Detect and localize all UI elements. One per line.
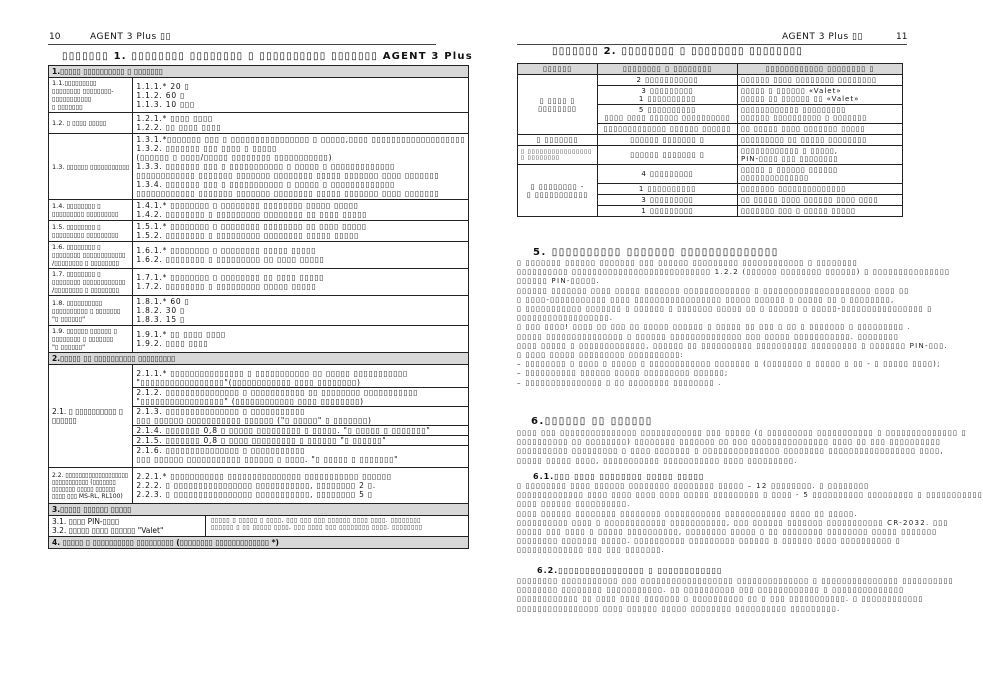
- setting-option: ▯▯▯▯▯▯▯▯▯▯▯▯ ▯▯▯▯▯▯▯ ▯▯▯▯▯▯▯ ▯▯▯▯▯▯▯▯ ▯▯▯▯▯ ▯▯▯▯▯▯▯ ▯▯▯▯ ▯▯▯▯▯▯▯: [136, 171, 440, 180]
- section3-note-line: ▯▯▯▯▯▯ ▯ ▯▯ ▯▯▯▯▯ ▯▯▯▯, ▯▯▯ ▯▯▯▯ ▯▯▯ ▯▯▯▯▯▯▯▯ ▯▯▯▯. ▯▯▯▯▯▯▯▯: [211, 524, 423, 531]
- setting-option: 1.9.2. ▯▯▯▯ ▯▯▯▯: [136, 339, 209, 348]
- control-action: 1 ▯▯▯▯▯▯▯▯▯: [598, 206, 738, 217]
- section3-note-line: ▯▯▯▯▯ ▯ ▯▯▯▯▯ ▯ ▯▯▯▯, ▯▯▯ ▯▯▯ ▯▯▯ ▯▯▯▯▯▯ ▯▯▯▯ ▯▯▯▯. ▯▯▯▯▯▯▯▯: [211, 517, 421, 524]
- setting-option: 1.6.2. ▯▯▯▯▯▯▯▯ ▯ ▯▯▯▯▯▯▯▯▯ ▯▯ ▯▯▯▯ ▯▯▯▯▯: [136, 255, 325, 264]
- result-line: ▯▯▯▯▯▯▯▯▯▯▯▯ ▯▯▯▯▯▯▯▯▯: [741, 106, 847, 114]
- control-result: [738, 75, 903, 86]
- setting-option: 1.2.1.* ▯▯▯▯ ▯▯▯▯: [136, 114, 213, 123]
- setting-option: 2.2.3. ▯ ▯▯▯▯▯▯▯▯▯▯▯▯▯▯▯▯ ▯▯▯▯▯▯▯▯▯▯▯, ▯▯▯▯▯▯▯▯ 5 ▯: [136, 490, 373, 499]
- setting-label-line: /▯▯▯▯▯▯▯▯ ▯ ▯▯▯▯▯▯▯▯: [52, 286, 120, 294]
- settings-row: [49, 242, 469, 269]
- control-result: [738, 105, 903, 124]
- right-page-number: 11: [896, 32, 908, 42]
- setting-option: ▯▯▯▯▯▯▯▯▯▯▯▯ ▯▯▯▯▯▯▯ ▯▯▯▯▯▯▯ ▯▯▯▯▯▯▯▯ ▯▯▯▯▯ ▯▯▯▯▯▯▯ ▯▯▯▯ ▯▯▯▯▯▯▯: [136, 189, 440, 198]
- group2-label: [518, 165, 598, 217]
- pin-code-label: 3.1. ▯▯▯▯ PIN-▯▯▯▯: [52, 517, 120, 526]
- setting-label: [49, 134, 133, 200]
- control-result: ▯▯ ▯▯▯▯▯ ▯▯▯▯ ▯▯▯▯▯▯ ▯▯▯▯ ▯▯▯▯: [738, 195, 903, 206]
- subsection-6-1-body: [517, 482, 983, 556]
- text-line: ▯▯▯▯ ▯▯▯ ▯▯▯▯▯▯▯▯▯▯▯▯▯▯▯ ▯▯▯▯▯▯▯▯▯▯▯▯ ▯▯▯ ▯▯▯▯▯ (▯ ▯▯▯▯▯▯▯▯▯ ▯▯▯▯▯▯▯▯▯▯▯ ▯ ▯▯▯▯▯▯▯▯▯▯▯▯▯▯ ▯: [517, 429, 967, 437]
- setting-option: 1.3.4. ▯▯▯▯▯▯▯ ▯▯▯ ▯ ▯▯▯▯▯▯▯▯▯▯▯ ▯ ▯▯▯▯▯ ▯ ▯▯▯▯▯▯▯▯▯▯▯▯▯: [136, 180, 396, 189]
- setting-label-line: ▯▯▯▯▯▯▯▯▯▯ ▯ ▯▯▯▯▯▯▯: [52, 306, 121, 315]
- section5-title: 5. ▯▯▯▯▯▯▯▯▯▯ ▯▯▯▯▯▯▯ ▯▯▯▯▯▯▯▯▯▯▯▯▯▯: [533, 247, 779, 258]
- setting-label: [49, 78, 133, 113]
- section5-body: [517, 259, 951, 388]
- settings-row: [49, 113, 469, 134]
- setting-label-line: 2.2. ▯▯▯▯▯▯▯▯▯▯▯▯▯▯▯▯▯▯▯: [52, 471, 129, 479]
- setting-option: 1.7.2. ▯▯▯▯▯▯▯▯ ▯ ▯▯▯▯▯▯▯▯▯ ▯▯▯▯▯ ▯▯▯▯▯: [136, 282, 317, 291]
- setting-option: 1.4.2. ▯▯▯▯▯▯▯▯ ▯ ▯▯▯▯▯▯▯▯▯ ▯▯▯▯▯▯▯▯ ▯▯ ▯▯▯▯ ▯▯▯▯▯: [136, 210, 368, 219]
- valet-label: 3.2. ▯▯▯▯▯ ▯▯▯▯ ▯▯▯▯▯▯ "Valet": [52, 526, 164, 535]
- setting-label-line: "▯ ▯▯▯▯▯▯": [52, 343, 86, 351]
- setting-option: 1.3.1.*▯▯▯▯▯▯▯ ▯▯▯ ▯ ▯▯▯▯▯▯▯▯▯▯▯▯▯▯▯▯ ▯ ▯▯▯▯▯,▯▯▯▯ ▯▯▯▯▯▯▯▯▯▯▯▯▯▯▯▯▯▯▯: [136, 135, 466, 144]
- result-line: ▯▯▯▯▯▯ ▯▯▯▯▯▯▯▯▯▯ ▯ ▯▯▯▯▯▯▯: [741, 114, 868, 122]
- action-line: 5 ▯▯▯▯▯▯▯▯▯▯: [638, 106, 697, 114]
- setting-option: ▯▯▯ ▯▯▯▯▯▯ ▯▯▯▯▯▯▯▯▯▯▯ ▯▯▯▯▯▯ ("▯ ▯▯▯▯▯" ▯ ▯▯▯▯▯▯▯): [136, 415, 372, 425]
- row-single2-action: ▯▯▯▯▯▯ ▯▯▯▯▯▯▯ ▯: [598, 146, 738, 165]
- table2-title: ▯▯▯▯▯▯▯ 2. ▯▯▯▯▯▯▯▯ ▯ ▯▯▯▯▯▯▯▯ ▯▯▯▯▯▯▯▯: [552, 46, 804, 57]
- text-line: – ▯▯▯▯▯▯▯▯ ▯ ▯▯▯▯ ▯ ▯▯▯▯▯ ▯ ▯▯▯▯▯▯▯▯▯▯▯▯ ▯▯▯▯▯▯▯ ▯ (▯▯▯▯▯▯▯ ▯ ▯▯▯▯▯ ▯ ▯▯ - ▯ ▯▯▯▯▯ ▯▯▯▯);: [517, 360, 941, 369]
- section2-header: 2.▯▯▯▯▯ ▯▯ ▯▯▯▯▯▯▯▯▯▯ ▯▯▯▯▯▯▯▯▯: [49, 353, 469, 365]
- setting-option: 1.4.1.* ▯▯▯▯▯▯▯▯ ▯ ▯▯▯▯▯▯▯▯ ▯▯▯▯▯▯▯▯ ▯▯▯▯▯ ▯▯▯▯▯: [136, 201, 359, 210]
- setting-option: 1.8.2. 30 ▯: [136, 306, 186, 315]
- setting-values: [133, 296, 469, 326]
- setting-label-line: 1.7. ▯▯▯▯▯▯▯▯ ▯: [52, 270, 101, 278]
- setting-label-line: ▯ ▯▯▯▯▯▯▯: [52, 103, 83, 111]
- setting-label-line: ▯▯▯▯ ▯▯▯ MS-RL, RL100): [52, 492, 123, 500]
- setting-values: [133, 269, 469, 296]
- control-action: [598, 124, 738, 135]
- col-header-result: ▯▯▯▯▯▯▯▯▯▯▯▯ ▯▯▯▯▯▯▯▯ ▯: [738, 64, 903, 75]
- setting-option: 2.2.1.* ▯▯▯▯▯▯▯▯▯▯▯ ▯▯▯▯▯▯▯▯▯▯▯▯▯▯▯ ▯▯▯▯▯▯▯▯▯▯▯ ▯▯▯▯▯▯: [136, 472, 392, 481]
- setting-label-line: 1.3. ▯▯▯▯▯▯ ▯▯▯▯▯▯▯▯▯▯▯: [52, 162, 130, 171]
- setting-option: (▯▯▯▯▯▯ ▯ ▯▯▯▯/▯▯▯▯▯ ▯▯▯▯▯▯▯▯ ▯▯▯▯▯▯▯▯▯▯▯): [136, 153, 333, 162]
- setting-option: 2.1.1.* ▯▯▯▯▯▯▯▯▯▯▯▯▯▯▯ ▯ ▯▯▯▯▯▯▯▯▯▯▯ ▯▯ ▯▯▯▯▯ ▯▯▯▯▯▯▯▯▯▯▯: [136, 368, 408, 378]
- setting-option: "▯▯▯▯▯▯▯▯▯▯▯▯▯▯▯▯▯"(▯▯▯▯▯▯▯▯▯▯▯▯ ▯▯▯▯ ▯▯▯▯▯▯▯▯): [136, 377, 361, 387]
- setting-label: [49, 326, 133, 353]
- text-line: ▯▯▯▯▯▯▯▯▯▯▯▯▯ ▯▯▯▯ ▯▯▯▯ ▯▯▯▯ ▯▯▯▯ ▯▯▯▯▯ ▯▯▯▯▯▯▯▯▯ ▯ ▯▯▯▯ - 5 ▯▯▯▯▯▯▯▯▯▯ ▯▯▯▯▯▯▯▯▯ ▯ ▯▯▯▯▯▯▯▯▯▯▯: [517, 491, 983, 500]
- setting-option: 1.2.2. ▯▯ ▯▯▯▯ ▯▯▯▯: [136, 123, 222, 132]
- setting-option: 2.1.2. ▯▯▯▯▯▯▯▯▯▯▯▯▯▯▯ ▯ ▯▯▯▯▯▯▯▯▯▯▯ ▯▯ ▯▯▯▯▯▯▯▯ ▯▯▯▯▯▯▯▯▯▯▯: [133, 387, 468, 397]
- setting-label: [49, 221, 133, 242]
- col-header-mode: ▯▯▯▯▯▯: [518, 64, 598, 75]
- text-line: ▯▯▯▯▯▯▯▯▯▯▯▯▯▯▯▯▯▯.: [517, 314, 614, 323]
- row-single1-result: ▯▯▯▯▯▯▯▯▯ ▯▯ ▯▯▯▯▯ ▯▯▯▯▯▯▯▯: [738, 135, 903, 146]
- setting-label: [49, 242, 133, 269]
- setting-option: "▯▯▯▯▯▯▯▯▯▯▯▯▯▯▯▯▯" (▯▯▯▯▯▯▯▯▯▯▯▯ ▯▯▯▯ ▯▯▯▯▯▯▯▯): [136, 396, 364, 406]
- setting-option: 1.6.1.* ▯▯▯▯▯▯▯▯ ▯ ▯▯▯▯▯▯▯▯ ▯▯▯▯▯ ▯▯▯▯▯: [136, 246, 317, 255]
- text-line: ▯▯▯▯▯▯▯▯▯▯ ▯▯▯▯▯▯▯▯▯ ▯ ▯▯▯▯ ▯▯▯▯▯▯▯ ▯ ▯▯▯▯▯▯▯▯▯▯▯▯▯▯▯ ▯▯▯▯▯▯▯▯ ▯▯▯▯▯▯▯▯▯▯▯▯▯▯▯▯▯ ▯▯▯▯,: [517, 447, 944, 456]
- result-line: ▯▯ ▯▯▯▯▯ ▯▯▯▯ ▯▯▯▯▯▯▯ ▯▯▯▯▯: [741, 125, 866, 133]
- action-line: 1 ▯▯▯▯▯▯▯▯▯▯: [638, 95, 697, 103]
- setting-label: [49, 113, 133, 134]
- text-line: ▯▯▯▯▯ ▯▯▯ ▯▯▯▯ ▯ ▯▯▯▯▯ ▯▯▯▯▯▯▯▯▯▯, ▯▯▯▯▯▯▯▯ ▯▯▯▯▯ ▯ ▯▯ ▯▯▯▯▯▯▯▯ ▯▯▯▯▯▯▯▯ ▯▯▯▯▯ ▯▯▯▯▯▯▯: [517, 528, 938, 537]
- settings-row: [49, 200, 469, 221]
- setting-label: [49, 200, 133, 221]
- section1-header: 1.▯▯▯▯▯ ▯▯▯▯▯▯▯▯▯▯ ▯ ▯▯▯▯▯▯▯: [49, 66, 469, 78]
- settings-row: [49, 134, 469, 200]
- setting-label-line: ▯▯▯▯▯▯▯▯▯ ▯▯▯▯▯▯▯▯▯: [52, 210, 119, 218]
- text-line: ▯▯▯▯▯▯▯▯▯▯ ▯▯ ▯▯▯▯▯▯▯▯) ▯▯▯▯▯▯▯▯ ▯▯▯▯▯▯▯ ▯▯ ▯▯▯ ▯▯▯▯▯▯▯▯▯▯▯▯▯▯▯ ▯▯▯▯ ▯▯ ▯▯▯ ▯▯▯▯▯▯▯▯▯▯: [517, 438, 942, 447]
- setting-values: [133, 242, 469, 269]
- setting-option: 1.8.3. 15 ▯: [136, 315, 186, 324]
- setting-option: 1.1.1.* 20 ▯: [136, 81, 190, 91]
- setting-option: 1.8.1.* 60 ▯: [136, 297, 190, 306]
- settings-row: [49, 269, 469, 296]
- control-result: ▯▯▯▯▯▯▯ ▯▯▯ ▯ ▯▯▯▯▯ ▯▯▯▯▯: [738, 206, 903, 217]
- setting-values: [133, 134, 469, 200]
- control-action: 3 ▯▯▯▯▯▯▯▯▯: [598, 195, 738, 206]
- setting-label-line: "▯ ▯▯▯▯▯▯": [52, 314, 86, 323]
- setting-option: 2.1.4. ▯▯▯▯▯▯▯ 0,8 ▯ ▯▯▯▯▯ ▯▯▯▯▯▯▯▯▯ ▯ ▯▯▯▯▯. "▯ ▯▯▯▯▯ ▯ ▯▯▯▯▯▯▯": [133, 425, 468, 435]
- setting-values: [133, 326, 469, 353]
- setting-option: 2.1.5. ▯▯▯▯▯▯▯ 0,8 ▯ ▯▯▯▯ ▯▯▯▯▯▯▯▯▯ ▯ ▯▯▯▯▯▯ "▯ ▯▯▯▯▯▯": [133, 435, 468, 445]
- control-table: [517, 63, 903, 217]
- text-line: ▯▯▯▯▯ ▯▯▯▯▯▯▯▯▯▯▯▯▯▯▯ ▯ ▯▯▯▯▯▯ ▯▯▯▯▯▯▯▯▯▯▯▯▯▯ ▯▯▯ ▯▯▯▯▯ ▯▯▯▯▯▯▯▯▯▯▯. ▯▯▯▯▯▯▯▯: [517, 332, 900, 341]
- control-result: ▯▯▯▯▯ ▯ ▯▯▯▯▯▯ ▯▯▯▯▯▯ ▯▯▯▯▯▯▯▯▯▯▯▯▯▯: [738, 165, 903, 184]
- group2-label-line: ▯ ▯▯▯▯▯▯▯▯▯▯▯: [526, 190, 589, 199]
- setting-label: [49, 269, 133, 296]
- group1-label: ▯ ▯▯▯▯ ▯ ▯▯▯▯▯▯▯▯: [518, 75, 598, 135]
- section4-header: 4. ▯▯▯▯▯ ▯ ▯▯▯▯▯▯▯▯▯▯ ▯▯▯▯▯▯▯▯▯ (▯▯▯▯▯▯▯▯ ▯▯▯▯▯▯▯▯▯▯▯▯▯ *): [49, 537, 469, 549]
- control-result: [738, 124, 903, 135]
- text-line: – ▯▯▯▯▯▯▯▯▯▯▯▯▯▯▯ ▯ ▯▯ ▯▯▯▯▯▯▯▯ ▯▯▯▯▯▯▯▯ .: [517, 378, 722, 387]
- text-line: ▯▯▯▯ ▯▯▯▯▯▯ ▯▯▯▯▯▯▯▯ ▯▯▯▯▯▯▯▯ ▯▯▯▯▯▯▯▯▯▯▯ ▯▯▯▯▯▯▯▯▯▯▯▯ ▯▯▯▯ ▯▯ ▯▯▯▯▯.: [517, 509, 858, 518]
- setting-option: 1.7.1.* ▯▯▯▯▯▯▯▯ ▯ ▯▯▯▯▯▯▯▯ ▯▯ ▯▯▯▯ ▯▯▯▯▯: [136, 273, 325, 282]
- setting-option: 1.1.3. 10 ▯▯▯: [136, 99, 195, 109]
- row-single2-label: ▯ ▯▯▯▯▯▯▯▯▯▯▯▯▯▯▯▯ ▯ ▯▯▯▯▯▯▯▯: [518, 146, 598, 165]
- text-line: ▯▯▯▯▯▯▯▯ ▯▯▯▯▯▯▯▯ ▯▯▯▯▯▯▯▯▯▯▯. ▯▯ ▯▯▯▯▯▯▯▯▯▯ ▯▯▯ ▯▯▯▯▯▯▯▯▯▯▯▯ ▯ ▯▯▯▯▯▯▯▯▯▯▯▯▯▯: [517, 586, 905, 595]
- section6-body: [517, 429, 967, 466]
- text-line: ▯▯▯▯▯▯▯▯▯▯▯▯ ▯▯ ▯▯▯▯ ▯▯▯▯ ▯▯▯▯▯▯▯ ▯ ▯▯▯▯▯▯▯▯▯▯ ▯▯ ▯ ▯▯▯ ▯▯▯▯▯▯▯▯▯▯▯. ▯ ▯▯▯▯▯▯▯▯▯▯▯▯: [517, 595, 924, 604]
- setting-values: [133, 200, 469, 221]
- control-result: [738, 86, 903, 105]
- row-2-2-values: [133, 468, 469, 504]
- settings-row: [49, 326, 469, 353]
- text-line: ▯▯▯▯▯▯▯▯ ▯▯▯▯▯▯▯▯▯▯▯ ▯▯▯ ▯▯▯▯▯▯▯▯▯▯▯▯▯▯▯▯▯▯ ▯▯▯▯▯▯▯▯▯▯▯▯▯▯ ▯ ▯▯▯▯▯▯▯▯▯▯▯▯▯▯▯ ▯▯▯▯▯▯▯▯▯▯: [517, 577, 954, 585]
- control-action: [598, 75, 738, 86]
- text-line: ▯ ▯▯▯ ▯▯▯▯! ▯▯▯▯ ▯▯ ▯▯▯ ▯▯ ▯▯▯▯▯ ▯▯▯▯▯▯ ▯ ▯▯▯▯▯ ▯▯ ▯▯▯ ▯ ▯▯ ▯ ▯▯▯▯▯▯▯ ▯ ▯▯▯▯▯▯▯▯▯ .: [517, 323, 912, 332]
- setting-label-line: 1.2. ▯ ▯▯▯▯ ▯▯▯▯▯: [52, 119, 107, 127]
- setting-label-line: 1.9. ▯▯▯▯▯▯ ▯▯▯▯▯▯ ▯: [52, 327, 118, 335]
- row-2-1-label: 2.1. ▯ ▯▯▯▯▯▯▯▯▯▯ ▯ ▯▯▯▯▯▯: [49, 365, 133, 468]
- setting-values: [133, 221, 469, 242]
- settings-row: [49, 296, 469, 326]
- setting-label-line: 1.5. ▯▯▯▯▯▯▯▯ ▯: [52, 223, 101, 231]
- table1-title: ▯▯▯▯▯▯▯ 1. ▯▯▯▯▯▯▯▯ ▯▯▯▯▯▯▯▯ ▯ ▯▯▯▯▯▯▯▯▯▯ ▯▯▯▯▯▯▯ AGENT 3 Plus: [62, 51, 473, 62]
- control-action: [598, 105, 738, 124]
- setting-label-line: ▯▯▯▯▯▯▯▯▯▯▯ (▯▯▯▯▯▯▯: [52, 478, 116, 486]
- col-header-action: ▯▯▯▯▯▯▯▯ ▯ ▯▯▯▯▯▯▯▯: [598, 64, 738, 75]
- result-line: ▯▯▯▯▯ ▯ ▯▯▯▯▯▯ «Valet»: [741, 87, 842, 95]
- setting-option: 1.9.1.* ▯▯ ▯▯▯▯ ▯▯▯▯: [136, 330, 226, 339]
- row-2-1-values: [133, 365, 469, 468]
- text-line: ▯▯▯▯▯▯▯▯▯▯ ▯▯▯▯▯▯▯▯▯▯▯▯▯▯▯▯▯▯▯▯▯▯▯▯▯▯▯ 1.2.2 (▯▯▯▯▯▯ ▯▯▯▯▯▯▯▯ ▯▯▯▯▯▯) ▯ ▯▯▯▯▯▯▯▯▯▯▯▯▯▯▯: [517, 268, 951, 277]
- settings-row: [49, 221, 469, 242]
- section6-title: 6.▯▯▯▯▯▯ ▯▯ ▯▯▯▯▯▯: [531, 416, 653, 427]
- setting-option: 2.2.2. ▯ ▯▯▯▯▯▯▯▯▯▯▯▯▯▯▯▯ ▯▯▯▯▯▯▯▯▯▯▯, ▯▯▯▯▯▯▯▯ 2 ▯.: [136, 481, 376, 490]
- setting-label-line: 1.8. ▯▯▯▯▯▯▯▯▯▯: [52, 298, 103, 307]
- group2-label-line: ▯ ▯▯▯▯▯▯▯▯ -: [530, 182, 585, 191]
- settings-table: [48, 65, 469, 549]
- text-line: ▯▯▯▯▯▯ ▯▯▯▯▯▯▯ ▯▯▯▯ ▯▯▯▯▯ ▯▯▯▯▯▯▯ ▯▯▯▯▯▯▯▯▯▯▯▯▯ ▯ ▯▯▯▯▯▯▯▯▯▯▯▯▯▯▯▯▯▯▯▯▯ ▯▯▯▯ ▯▯: [517, 286, 910, 295]
- row-single1-action: ▯▯▯▯▯▯ ▯▯▯▯▯▯▯ ▯: [598, 135, 738, 146]
- left-running-header: AGENT 3 Plus ▯▯: [90, 32, 171, 42]
- row-2-2-label: [49, 468, 133, 504]
- row-single2-result: [738, 146, 903, 165]
- setting-label-line: 1.1.▯▯▯▯▯▯▯▯▯: [52, 79, 97, 87]
- setting-label-line: ▯▯▯▯▯▯▯▯ ▯▯▯▯▯▯▯▯▯▯▯▯: [52, 278, 126, 286]
- text-line: – ▯▯▯▯▯▯▯▯▯▯ ▯▯▯▯▯▯ ▯▯▯▯▯ ▯▯▯▯▯▯▯▯▯ ▯▯▯▯▯▯;: [517, 369, 729, 378]
- control-action: 1 ▯▯▯▯▯▯▯▯▯▯: [598, 184, 738, 195]
- text-line: ▯▯▯▯▯▯▯▯▯▯▯▯▯▯▯▯ ▯▯▯▯ ▯▯▯▯▯▯ ▯▯▯▯▯ ▯▯▯▯▯▯▯▯ ▯▯▯▯▯▯▯▯▯▯ ▯▯▯▯▯▯▯▯▯.: [517, 604, 841, 613]
- setting-label-line: ▯▯▯▯▯▯▯ ▯▯▯▯▯ ▯▯▯▯▯▯: [52, 485, 116, 493]
- text-line: ▯ ▯▯▯▯▯▯▯▯ ▯▯▯▯ ▯▯▯▯▯▯ ▯▯▯▯▯▯▯▯ ▯▯▯▯▯▯▯▯ ▯▯▯▯▯ – 12 ▯▯▯▯▯▯▯▯. ▯ ▯▯▯▯▯▯▯▯: [517, 482, 870, 490]
- left-page-number: 10: [49, 32, 61, 42]
- action-line: ▯▯▯▯▯▯▯▯▯▯▯▯▯ ▯▯▯▯▯▯ ▯▯▯▯▯▯: [603, 125, 732, 133]
- setting-values: [133, 113, 469, 134]
- text-line: ▯ ▯▯▯▯-▯▯▯▯▯▯▯▯▯▯▯ ▯▯▯▯ ▯▯▯▯▯▯▯▯▯▯▯▯▯▯▯▯▯ ▯▯▯▯▯ ▯▯▯▯▯▯ ▯ ▯▯▯▯▯ ▯▯ ▯ ▯▯▯▯▯▯▯▯,: [517, 295, 895, 304]
- control-action: 4 ▯▯▯▯▯▯▯▯▯: [598, 165, 738, 184]
- setting-label-line: ▯▯▯▯▯▯▯▯ ▯ ▯▯▯▯▯▯▯: [52, 335, 114, 343]
- setting-option: 1.3.2. ▯▯▯▯▯▯▯ ▯▯▯ ▯▯▯▯ ▯ ▯▯▯▯▯: [136, 144, 278, 153]
- setting-label-line: 1.4. ▯▯▯▯▯▯▯▯ ▯: [52, 202, 101, 210]
- control-action: [598, 86, 738, 105]
- setting-label-line: ▯▯▯▯▯▯▯▯▯ ▯▯▯▯▯▯▯▯▯: [52, 231, 119, 239]
- action-line: 2 ▯▯▯▯▯▯▯▯▯▯▯: [636, 76, 699, 84]
- result-line: ▯▯▯▯▯▯ ▯▯▯▯ ▯▯▯▯▯▯▯▯ ▯▯▯▯▯▯▯▯: [741, 76, 877, 84]
- text-line: ▯▯▯▯▯ ▯▯▯▯▯ ▯▯▯▯, ▯▯▯▯▯▯▯▯▯▯▯ ▯▯▯▯▯▯▯▯▯▯▯ ▯▯▯▯ ▯▯▯▯▯▯▯▯▯.: [517, 456, 798, 465]
- action-line: 3 ▯▯▯▯▯▯▯▯▯: [641, 87, 694, 95]
- right-header-rule: [517, 44, 907, 45]
- setting-option: 1.5.1.* ▯▯▯▯▯▯▯▯ ▯ ▯▯▯▯▯▯▯▯ ▯▯▯▯▯▯▯▯ ▯▯ ▯▯▯▯ ▯▯▯▯▯: [136, 222, 367, 231]
- setting-option: ▯▯▯ ▯▯▯▯▯▯ ▯▯▯▯▯▯▯▯▯▯▯ ▯▯▯▯▯▯ ▯ ▯▯▯▯. "▯ ▯▯▯▯▯ ▯ ▯▯▯▯▯▯▯": [136, 454, 399, 464]
- text-line: ▯▯▯▯ ▯▯▯▯▯ ▯ ▯▯▯▯▯▯▯▯▯▯▯▯▯, ▯▯▯▯▯▯ ▯▯ ▯▯▯▯▯▯▯▯▯▯ ▯▯▯▯▯▯▯▯▯▯ ▯▯▯▯▯▯▯▯▯ ▯ ▯▯▯▯▯▯▯ PIN-▯▯▯.: [517, 341, 948, 350]
- setting-label-line: 1.6. ▯▯▯▯▯▯▯▯ ▯: [52, 243, 101, 251]
- setting-option: 1.3.3. ▯▯▯▯▯▯▯ ▯▯▯ ▯ ▯▯▯▯▯▯▯▯▯▯▯ ▯ ▯▯▯▯▯ ▯ ▯▯▯▯▯▯▯▯▯▯▯▯▯: [136, 162, 396, 171]
- setting-option: 1.5.2. ▯▯▯▯▯▯▯▯ ▯ ▯▯▯▯▯▯▯▯▯ ▯▯▯▯▯▯▯▯ ▯▯▯▯▯ ▯▯▯▯▯: [136, 231, 360, 240]
- text-line: ▯ ▯▯▯▯▯▯▯ ▯▯▯▯▯▯ ▯▯▯▯▯▯▯ ▯▯▯ ▯▯▯▯▯▯ ▯▯▯▯▯▯▯▯▯ ▯▯▯▯▯▯▯▯▯▯▯▯ ▯ ▯▯▯▯▯▯▯▯: [517, 259, 858, 267]
- subsection-6-2-title: 6.2.▯▯▯▯▯▯▯▯▯▯▯▯▯▯▯▯ ▯ ▯▯▯▯▯▯▯▯▯▯▯▯: [537, 566, 723, 575]
- section3-row: [49, 516, 469, 537]
- text-line: ▯▯▯▯▯▯▯▯▯▯ ▯▯▯▯ ▯ ▯▯▯▯▯▯▯▯▯▯▯▯ ▯▯▯▯▯▯▯▯▯▯▯, ▯▯▯ ▯▯▯▯▯▯ ▯▯▯▯▯▯▯ ▯▯▯▯▯▯▯▯▯▯▯ CR-2032. ▯▯▯: [517, 518, 949, 527]
- control-result: ▯▯▯▯▯▯▯ ▯▯▯▯▯▯▯▯▯▯▯▯▯▯: [738, 184, 903, 195]
- text-line: ▯▯▯▯▯▯▯▯▯▯▯▯▯ ▯▯▯ ▯▯▯ ▯▯▯▯▯▯▯.: [517, 546, 666, 555]
- setting-option: 2.1.6. ▯▯▯▯▯▯▯▯▯▯▯▯▯▯▯ ▯ ▯▯▯▯▯▯▯▯▯▯▯: [133, 445, 468, 455]
- result-line: ▯▯▯▯▯ ▯▯ ▯▯▯▯▯▯ ▯▯ «Valet»: [741, 95, 860, 103]
- text-line: ▯▯▯▯▯▯ PIN-▯▯▯▯▯.: [517, 277, 600, 286]
- text-line: ▯ ▯▯▯▯ ▯▯▯▯▯ ▯▯▯▯▯▯▯▯▯ ▯▯▯▯▯▯▯▯▯▯:: [517, 351, 685, 360]
- action-line: ▯▯▯▯ ▯▯▯▯ ▯▯▯▯▯▯ ▯▯▯▯▯▯▯▯▯▯: [604, 114, 731, 122]
- text-line: ▯▯▯▯ ▯▯▯▯▯▯ ▯▯▯▯▯▯▯▯▯▯.: [517, 500, 631, 509]
- right-running-header: AGENT 3 Plus ▯▯: [782, 32, 863, 42]
- setting-label-line: /▯▯▯▯▯▯▯▯ ▯ ▯▯▯▯▯▯▯▯: [52, 259, 120, 267]
- setting-label-line: ▯▯▯▯▯▯▯▯ ▯▯▯▯▯▯▯▯-: [52, 87, 114, 95]
- subsection-6-2-body: [517, 577, 954, 614]
- control-row: [518, 75, 903, 86]
- control-row: [518, 165, 903, 184]
- setting-label-line: ▯▯▯▯▯▯▯▯▯▯▯: [52, 95, 92, 103]
- setting-label-line: ▯▯▯▯▯▯▯▯ ▯▯▯▯▯▯▯▯▯▯▯▯: [52, 251, 126, 259]
- result-line: PIN-▯▯▯▯ ▯▯▯ ▯▯▯▯▯▯▯▯: [741, 155, 839, 163]
- section3-header: 3.▯▯▯▯▯ ▯▯▯▯▯▯ ▯▯▯▯▯: [49, 504, 469, 516]
- result-line: ▯▯▯▯▯▯▯▯▯▯▯▯ ▯ ▯▯▯▯▯,: [741, 147, 839, 155]
- text-line: ▯ ▯▯▯▯▯▯▯▯▯▯▯ ▯▯▯▯▯▯▯ ▯ ▯▯▯▯▯▯ ▯ ▯▯▯▯▯▯▯ ▯▯▯▯▯ ▯▯ ▯ ▯▯▯▯▯▯ ▯ ▯▯▯▯▯-▯▯▯▯▯▯▯▯▯▯▯▯▯▯▯▯ ▯: [517, 305, 933, 314]
- left-header-rule: [48, 44, 436, 45]
- settings-row: [49, 78, 469, 113]
- row-single1-label: ▯ ▯▯▯▯▯▯▯: [518, 135, 598, 146]
- subsection-6-1-title: 6.1.▯▯▯ ▯▯▯▯ ▯▯▯▯▯▯▯▯ ▯▯▯▯▯ ▯▯▯▯▯: [533, 472, 705, 481]
- setting-values: [133, 78, 469, 113]
- setting-option: 2.1.3. ▯▯▯▯▯▯▯▯▯▯▯▯▯▯▯ ▯ ▯▯▯▯▯▯▯▯▯▯▯: [133, 406, 468, 416]
- setting-label: [49, 296, 133, 326]
- text-line: ▯▯▯▯▯▯▯▯ ▯▯▯▯▯▯▯ ▯▯▯▯▯. ▯▯▯▯▯▯▯▯▯▯ ▯▯▯▯▯▯▯▯▯ ▯▯▯▯▯▯ ▯ ▯▯▯▯▯▯ ▯▯▯▯ ▯▯▯▯▯▯▯▯▯▯ ▯: [517, 537, 901, 546]
- setting-option: 1.1.2. 60 ▯: [136, 90, 186, 100]
